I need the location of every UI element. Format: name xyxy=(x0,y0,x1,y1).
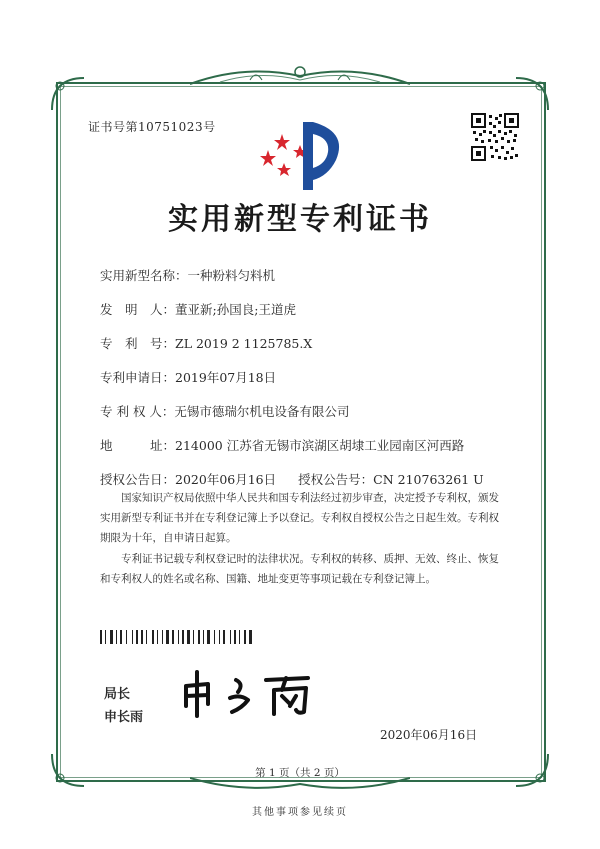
barcode-icon xyxy=(100,630,300,644)
corner-ornament-icon xyxy=(512,74,552,114)
cnipa-logo-icon xyxy=(258,116,348,194)
field-label: 专利申请日： xyxy=(100,370,176,385)
field-label: 授权公告日： xyxy=(100,472,176,487)
top-ornament-icon xyxy=(190,62,410,88)
field-label: 授权公告号： xyxy=(298,472,374,487)
issue-date: 2020年06月16日 xyxy=(380,728,478,742)
field-label: 发 明 人： xyxy=(100,302,176,317)
handwritten-signature-icon xyxy=(178,668,328,720)
field-value: 2019年07月18日 xyxy=(175,370,277,385)
field-value: 董亚新;孙国良;王道虎 xyxy=(175,302,296,317)
field-address xyxy=(100,436,464,454)
grant-statement-paragraph: 国家知识产权局依照中华人民共和国专利法经过初步审查，决定授予专利权，颁发实用新型专利证书并在专利登记簿上予以登记。专利权自授权公告之日起生效。专利权期限为十年，自申请日起算。 xyxy=(100,492,499,544)
field-label: 专 利 号： xyxy=(100,336,176,351)
certificate-number: 证书号第10751023号 xyxy=(88,120,216,134)
field-utility-model-name xyxy=(100,266,275,284)
field-application-date xyxy=(100,368,276,386)
chief-title: 局长 xyxy=(104,687,131,702)
qr-code-icon xyxy=(471,113,519,161)
page-number: 第 1 页（共 2 页） xyxy=(255,767,345,779)
field-value: 214000 江苏省无锡市滨湖区胡埭工业园南区河西路 xyxy=(175,438,465,453)
field-label: 实用新型名称： xyxy=(100,268,188,283)
field-label: 地 址： xyxy=(100,438,176,453)
field-label: 专 利 权 人： xyxy=(100,404,175,419)
field-value: 无锡市德瑞尔机电设备有限公司 xyxy=(174,404,350,419)
corner-ornament-icon xyxy=(48,74,88,114)
field-value: 2020年06月16日 xyxy=(175,472,277,487)
field-value: CN 210763261 U xyxy=(373,472,484,487)
field-value: 一种粉料匀料机 xyxy=(187,268,276,283)
footer-note: 其他事项参见续页 xyxy=(252,807,348,818)
field-grant-announcement xyxy=(100,470,484,488)
legal-status-paragraph: 专利证书记载专利权登记时的法律状况。专利权的转移、质押、无效、终止、恢复和专利权人的姓名或名称、国籍、地址变更等事项记载在专利登记簿上。 xyxy=(100,553,499,585)
field-value: ZL 2019 2 1125785.X xyxy=(175,336,313,351)
field-patent-number xyxy=(100,334,312,352)
chief-name: 申长雨 xyxy=(104,710,144,725)
document-title: 实用新型专利证书 xyxy=(168,202,432,237)
field-inventors xyxy=(100,300,296,318)
field-patentee xyxy=(100,402,349,420)
